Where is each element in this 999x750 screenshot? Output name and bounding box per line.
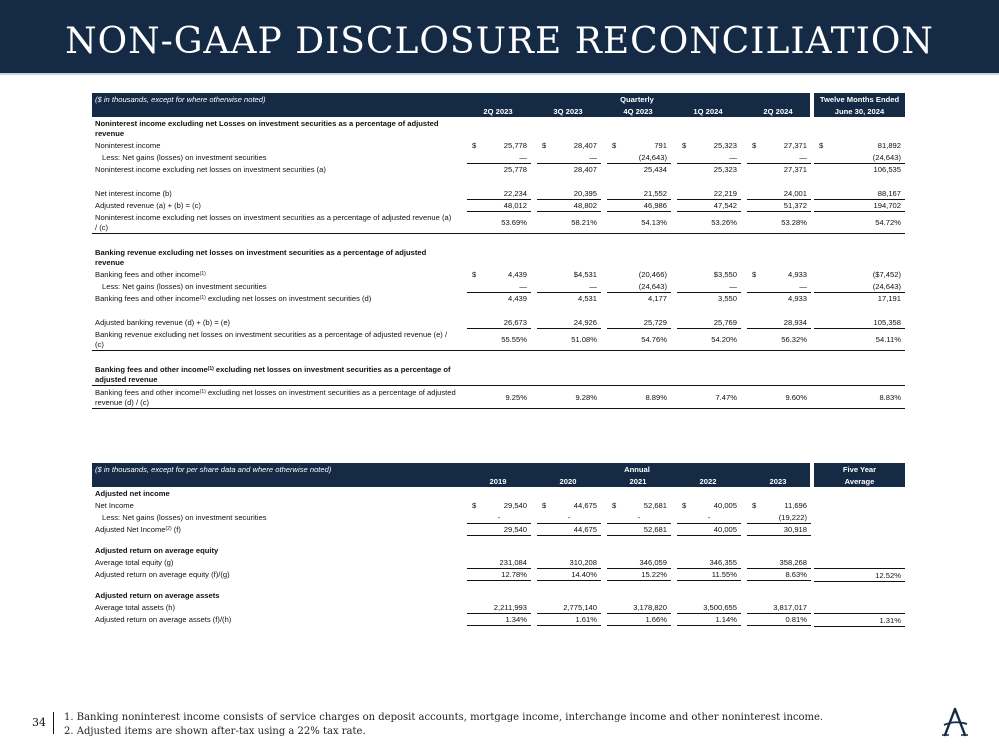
cell-value: 11.55% <box>711 569 737 579</box>
row-label: Adjusted return on average equity (f)/(g) <box>95 569 230 579</box>
cell-value: 25,729 <box>643 317 667 327</box>
row-label-text: Adjusted Net Income <box>95 524 166 534</box>
cell-value: 4,933 <box>787 269 807 279</box>
cell-value: 47,542 <box>713 200 737 210</box>
cell-value: 48,012 <box>503 200 527 210</box>
cell <box>747 613 811 626</box>
row-label <box>95 270 206 280</box>
cell-value: 26,673 <box>503 317 527 327</box>
table-row <box>92 187 905 199</box>
cell-total <box>814 216 905 228</box>
cell-value: 46,986 <box>643 200 667 210</box>
cell-value: 1.61% <box>575 614 597 624</box>
section-title-row <box>92 246 905 268</box>
cell-value: 8.89% <box>645 392 667 402</box>
col-header-twelve-months: June 30, 2024 <box>834 107 885 116</box>
cell-value: 54.76% <box>641 334 667 344</box>
table-row <box>92 316 905 328</box>
cell <box>607 268 671 280</box>
row-label: Less: Net gains (losses) on investment securities <box>102 152 267 162</box>
col-header: 2Q 2024 <box>763 107 793 116</box>
cell-value: 54.13% <box>641 217 667 227</box>
cell-value: — <box>519 152 527 162</box>
cell-value: — <box>519 281 527 291</box>
row-label: Less: Net gains (losses) on investment securities <box>102 512 267 522</box>
table-units-note: ($ in thousands, except for where otherwise noted) <box>95 95 266 104</box>
dollar-sign: $ <box>752 500 757 510</box>
row-label: Net Income <box>95 500 134 510</box>
cell-value: 1.66% <box>645 614 667 624</box>
col-header: 4Q 2023 <box>623 107 653 116</box>
spacer-row <box>92 175 905 187</box>
cell-value: 55.55% <box>501 334 527 344</box>
row-label: Less: Net gains (losses) on investment securities <box>102 281 267 291</box>
cell-value: 24,926 <box>573 317 597 327</box>
cell-value: 22,234 <box>503 188 527 198</box>
dollar-sign: $ <box>612 500 617 510</box>
cell <box>677 391 741 403</box>
row-label-text: excluding net losses on investment securities (d) <box>205 293 372 303</box>
cell-value: 3,817,017 <box>773 602 807 612</box>
dollar-sign: $ <box>819 140 824 150</box>
table-header-row-1 <box>92 93 905 105</box>
cell <box>747 216 811 228</box>
col-header: 2023 <box>769 477 787 486</box>
row-label: Average total equity (g) <box>95 557 174 567</box>
dollar-sign: $ <box>682 140 687 150</box>
cell-value: 11,696 <box>784 500 807 510</box>
cell <box>467 139 531 151</box>
row-label <box>95 388 465 408</box>
table-row <box>92 523 905 535</box>
footnote-marker: (1) <box>199 294 206 301</box>
section-title-text: excluding net losses on investment securities as a percentage of adjusted revenue <box>95 364 451 384</box>
cell <box>537 292 601 304</box>
footnote-marker: (1) <box>199 388 206 395</box>
cell <box>537 216 601 228</box>
footnote-marker: (1) <box>199 270 206 277</box>
row-label-text: Banking fees and other income <box>95 387 200 397</box>
cell-value: 4,439 <box>507 269 527 279</box>
cell-value: — <box>729 152 737 162</box>
cell-value: 9.60% <box>785 392 807 402</box>
row-label: Noninterest income <box>95 140 161 150</box>
page-title: NON-GAAP DISCLOSURE RECONCILIATION <box>65 21 934 62</box>
cell-total <box>814 268 905 280</box>
cell-value: 27,371 <box>783 164 807 174</box>
cell-value: 54.72% <box>875 217 901 227</box>
cell-value: 81,892 <box>877 140 901 150</box>
table-row <box>92 268 905 280</box>
cell <box>677 216 741 228</box>
header-separator <box>810 93 814 105</box>
cell-value: 231,084 <box>499 557 527 567</box>
cell-value: 53.28% <box>781 217 807 227</box>
title-bar <box>0 0 999 75</box>
cell-value: 1.31% <box>879 615 901 625</box>
annual-reconciliation-table <box>92 463 905 625</box>
cell <box>467 391 531 403</box>
dollar-sign: $ <box>752 140 757 150</box>
cell-value: 56.32% <box>781 334 807 344</box>
cell-value: 105,358 <box>873 317 901 327</box>
col-header: 2020 <box>559 477 577 486</box>
cell <box>467 292 531 304</box>
cell-value: 791 <box>654 140 667 150</box>
table-header-row-1 <box>92 463 905 475</box>
table-row <box>92 292 905 304</box>
cell-value: 346,355 <box>709 557 737 567</box>
cell-value: 25,778 <box>503 140 527 150</box>
cell-value: 3,550 <box>717 293 737 303</box>
group-header-quarterly: Quarterly <box>620 95 654 104</box>
table-row <box>92 556 905 568</box>
footnote-2: 2. Adjusted items are shown after-tax using a 22% tax rate. <box>64 726 366 737</box>
cell <box>537 499 601 511</box>
cell-value: - <box>707 512 711 522</box>
cell-value: - <box>567 512 571 522</box>
cell-value: 2,211,993 <box>493 602 527 612</box>
dollar-sign: $ <box>472 269 477 279</box>
cell-value: 30,918 <box>783 524 807 534</box>
page-number: 34 <box>32 716 46 729</box>
cell <box>747 499 811 511</box>
row-label: Banking revenue excluding net losses on investment securities as a percentage of adjusted revenue (e) / (c) <box>95 329 448 349</box>
table-row <box>92 601 905 613</box>
cell-value: 2,775,140 <box>563 602 597 612</box>
cell-value: 29,540 <box>503 524 527 534</box>
table-row <box>92 280 905 292</box>
cell-value: (24,643) <box>638 152 667 162</box>
row-label: Adjusted banking revenue (d) + (b) = (e) <box>95 317 231 327</box>
cell-value: — <box>589 281 597 291</box>
row-label-text: Banking fees and other income <box>95 269 200 279</box>
cell-total <box>814 391 905 403</box>
cell <box>677 163 741 175</box>
col-header-five-year: Average <box>844 477 875 486</box>
cell <box>747 292 811 304</box>
cell-value: 20,395 <box>573 188 597 198</box>
title-underline <box>0 73 999 75</box>
cell <box>537 268 601 280</box>
table-row <box>92 211 905 233</box>
cell <box>747 391 811 403</box>
cell-value: ($7,452) <box>872 269 901 279</box>
row-label-text: Banking fees and other income <box>95 293 200 303</box>
cell-value: $3,550 <box>713 269 737 279</box>
footnote-marker: (2) <box>165 525 172 532</box>
cell-value: 15.22% <box>641 569 667 579</box>
cell-value: 40,005 <box>713 500 737 510</box>
col-header: 3Q 2023 <box>553 107 583 116</box>
cell-value: - <box>497 512 501 522</box>
cell-value: 48,802 <box>573 200 597 210</box>
cell-value: (20,466) <box>638 269 667 279</box>
cell-value: 7.47% <box>715 392 737 402</box>
group-header-annual: Annual <box>624 465 650 474</box>
table-row <box>92 568 905 580</box>
cell-value: 44,675 <box>573 500 597 510</box>
section-title-text: Banking fees and other income <box>95 364 208 374</box>
spacer-row <box>92 535 905 544</box>
cell-value: 28,407 <box>573 164 597 174</box>
cell-total <box>814 613 905 627</box>
footnote-marker: (1) <box>207 365 214 372</box>
cell-value: 358,268 <box>779 557 807 567</box>
cell-value: 25,434 <box>643 164 667 174</box>
row-label: Net interest income (b) <box>95 188 172 198</box>
row-label-text: (f) <box>171 524 181 534</box>
dollar-sign: $ <box>682 500 687 510</box>
header-separator <box>810 463 814 475</box>
cell <box>607 216 671 228</box>
cell-value: 53.69% <box>501 217 527 227</box>
cell <box>607 391 671 403</box>
cell-value: 29,540 <box>503 500 527 510</box>
cell <box>467 163 531 175</box>
cell-value: 44,675 <box>573 524 597 534</box>
table-units-note: ($ in thousands, except for per share data and where otherwise noted) <box>95 465 332 474</box>
cell-value: 51.08% <box>571 334 597 344</box>
dollar-sign: $ <box>472 500 477 510</box>
cell <box>467 613 531 626</box>
col-header: 2Q 2023 <box>483 107 513 116</box>
cell <box>467 216 531 228</box>
cell-value: 9.28% <box>575 392 597 402</box>
cell <box>677 613 741 626</box>
cell-value: 25,778 <box>503 164 527 174</box>
cell-value: 4,933 <box>787 293 807 303</box>
cell <box>747 139 811 151</box>
cell-value: 24,001 <box>783 188 807 198</box>
cell-value: 25,323 <box>713 164 737 174</box>
cell-value: 58.21% <box>571 217 597 227</box>
cell-value: 27,371 <box>783 140 807 150</box>
table-row <box>92 151 905 163</box>
spacer-row <box>92 233 905 246</box>
page-number-divider <box>53 712 54 734</box>
cell-value: 310,208 <box>569 557 597 567</box>
cell-value: $4,531 <box>573 269 597 279</box>
section-title: Adjusted net income <box>95 488 170 498</box>
cell-total <box>814 163 905 175</box>
cell-value: — <box>729 281 737 291</box>
row-label: Adjusted return on average assets (f)/(h) <box>95 614 232 624</box>
col-header: 2019 <box>489 477 507 486</box>
cell <box>607 499 671 511</box>
row-label: Noninterest income excluding net losses on investment securities (a) <box>95 164 326 174</box>
group-header-five-year: Five Year <box>842 465 877 474</box>
cell-total <box>814 139 905 151</box>
cell-value: 106,535 <box>873 164 901 174</box>
cell-value: 4,177 <box>647 293 667 303</box>
cell-value: 4,439 <box>507 293 527 303</box>
row-label <box>95 525 181 535</box>
table-header-row-2 <box>92 105 905 117</box>
col-header: 2022 <box>699 477 717 486</box>
cell <box>747 163 811 175</box>
row-label: Adjusted revenue (a) + (b) = (c) <box>95 200 201 210</box>
cell-value: — <box>799 152 807 162</box>
cell-value: 1.14% <box>715 614 737 624</box>
cell-value: 51,372 <box>783 200 807 210</box>
cell-value: — <box>589 152 597 162</box>
cell-value: — <box>799 281 807 291</box>
table-row <box>92 199 905 211</box>
col-header: 2021 <box>629 477 647 486</box>
section-title-row <box>92 363 905 386</box>
header-separator <box>810 475 814 487</box>
cell <box>677 268 741 280</box>
cell <box>467 268 531 280</box>
cell-value: 3,178,820 <box>633 602 667 612</box>
cell <box>677 333 741 345</box>
table-row <box>92 163 905 175</box>
table-row <box>92 328 905 350</box>
section-title: Adjusted return on average assets <box>95 590 220 600</box>
cell-value: 4,531 <box>577 293 597 303</box>
cell-value: (24,643) <box>638 281 667 291</box>
cell-total <box>814 292 905 304</box>
cell <box>607 292 671 304</box>
cell <box>607 333 671 345</box>
cell-value: 21,552 <box>643 188 667 198</box>
section-title: Noninterest income excluding net Losses on investment securities as a percentage of adjusted revenue <box>95 118 439 138</box>
cell <box>677 139 741 151</box>
cell <box>607 163 671 175</box>
quarterly-reconciliation-table <box>92 93 905 409</box>
cell <box>747 333 811 345</box>
header-separator <box>810 105 814 117</box>
row-label: Noninterest income excluding net losses on investment securities as a percentage of adjusted revenue (a) / (c) <box>95 212 452 232</box>
dollar-sign: $ <box>542 140 547 150</box>
cell-value: (24,643) <box>872 152 901 162</box>
dollar-sign: $ <box>472 140 477 150</box>
cell-value: 0.81% <box>785 614 807 624</box>
cell-value: 53.26% <box>711 217 737 227</box>
cell <box>537 139 601 151</box>
table-row <box>92 499 905 511</box>
cell-value: 346,059 <box>639 557 667 567</box>
cell-value: 28,934 <box>783 317 807 327</box>
footnotes <box>64 711 823 739</box>
cell-value: 88,167 <box>877 188 901 198</box>
row-label: Average total assets (h) <box>95 602 176 612</box>
cell <box>537 163 601 175</box>
cell-value: 54.11% <box>875 334 901 344</box>
cell-value: (24,643) <box>872 281 901 291</box>
cell-value: 14.40% <box>571 569 597 579</box>
section-title: Adjusted return on average equity <box>95 545 219 555</box>
cell-value: 8.83% <box>879 392 901 402</box>
cell <box>467 499 531 511</box>
cell-value: 3,500,655 <box>703 602 737 612</box>
cell-value: 12.52% <box>875 570 901 580</box>
cell-value: 12.78% <box>501 569 527 579</box>
cell-value: 1.34% <box>505 614 527 624</box>
section-title-row <box>92 487 905 499</box>
cell <box>537 333 601 345</box>
cell-value: 52,681 <box>643 500 667 510</box>
section-title <box>95 365 455 385</box>
row-label-text: excluding net losses on investment securities as a percentage of adjusted revenue (d) / (c) <box>95 387 456 407</box>
cell-value: 22,219 <box>713 188 737 198</box>
section-title-row <box>92 589 905 601</box>
section-title-row <box>92 544 905 556</box>
dollar-sign: $ <box>752 269 757 279</box>
cell-value: 25,323 <box>713 140 737 150</box>
cell <box>677 292 741 304</box>
cell-total <box>814 333 905 345</box>
dollar-sign: $ <box>542 500 547 510</box>
table-row <box>92 613 905 625</box>
cell-value: 194,702 <box>873 200 901 210</box>
table-row <box>92 139 905 151</box>
company-logo-icon <box>940 707 970 737</box>
col-header: 1Q 2024 <box>693 107 723 116</box>
cell-value: 17,191 <box>877 293 901 303</box>
cell <box>607 139 671 151</box>
cell-value: 40,005 <box>713 524 737 534</box>
cell-value: 52,681 <box>643 524 667 534</box>
cell-value: 8.63% <box>785 569 807 579</box>
cell <box>747 268 811 280</box>
cell <box>467 333 531 345</box>
cell <box>607 613 671 626</box>
table-row <box>92 511 905 523</box>
cell-value: - <box>637 512 641 522</box>
cell-value: 9.25% <box>505 392 527 402</box>
cell-value: (19,222) <box>778 512 807 522</box>
cell-value: 54.20% <box>711 334 737 344</box>
dollar-sign: $ <box>612 140 617 150</box>
spacer-row <box>92 304 905 316</box>
spacer-row <box>92 350 905 363</box>
section-title: Banking revenue excluding net losses on investment securities as a percentage of adjusted revenue <box>95 247 427 267</box>
group-header-twelve-months: Twelve Months Ended <box>819 95 900 104</box>
cell-value: 25,769 <box>713 317 737 327</box>
table-row <box>92 386 905 409</box>
cell <box>537 613 601 626</box>
section-title-row <box>92 117 905 139</box>
table-header-row-2 <box>92 475 905 487</box>
row-label <box>95 294 371 304</box>
spacer-row <box>92 580 905 589</box>
footnote-1: 1. Banking noninterest income consists of service charges on deposit accounts, mortgage income, interchange income and other noninterest income. <box>64 712 824 723</box>
cell <box>537 391 601 403</box>
cell-value: 28,407 <box>573 140 597 150</box>
cell <box>677 499 741 511</box>
